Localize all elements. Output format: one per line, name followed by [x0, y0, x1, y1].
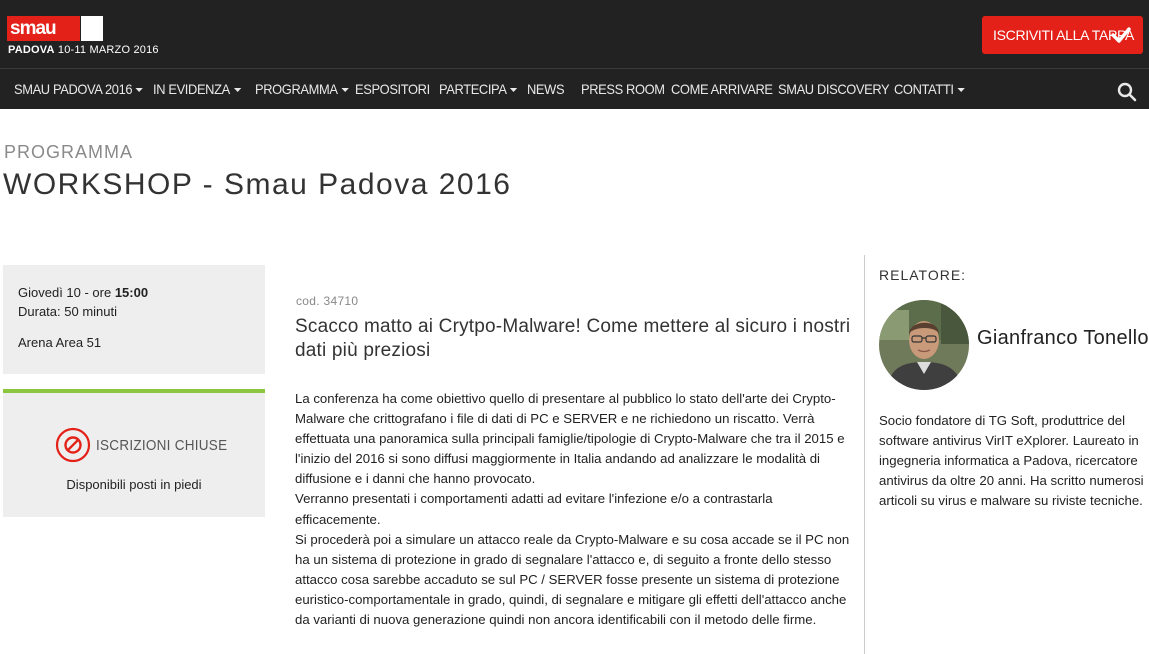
- logo-wordmark: smau: [7, 16, 80, 41]
- chevron-down-icon: [957, 88, 964, 92]
- registration-status-label: ISCRIZIONI CHIUSE: [96, 436, 228, 454]
- main-nav: [0, 68, 1149, 109]
- checkmark-icon: [1111, 26, 1131, 44]
- speaker-photo: [879, 300, 969, 390]
- nav-item-smau-padova-2016[interactable]: [14, 69, 143, 110]
- no-entry-icon: [55, 427, 91, 463]
- nav-item-smau-discovery[interactable]: [778, 69, 889, 110]
- session-datetime: [18, 283, 265, 302]
- search-icon[interactable]: [1117, 82, 1137, 102]
- nav-label: NEWS: [527, 81, 565, 97]
- speaker-bio: Socio fondatore di TG Soft, produttrice del software antivirus VirIT eXplorer. Laureato in ingegneria informatica a Padova, ricercatore antivirus da oltre 20 anni. Ha scritto numerosi articoli su virus e malware su riviste tecniche.: [879, 413, 1144, 509]
- top-bar: [0, 0, 1149, 68]
- session-time: 15:00: [114, 285, 149, 300]
- nav-label: ESPOSITORI: [355, 81, 430, 97]
- nav-label: PROGRAMMA: [255, 81, 338, 97]
- registration-status: [55, 427, 242, 463]
- event-date-range: 10-11 MARZO 2016: [57, 44, 159, 56]
- nav-item-come-arrivare[interactable]: [671, 69, 773, 110]
- nav-label: CONTATTI: [894, 81, 954, 97]
- event-city: PADOVA: [8, 44, 55, 56]
- register-button[interactable]: [982, 16, 1143, 54]
- standing-room-note: Disponibili posti in piedi: [66, 477, 202, 492]
- chevron-down-icon: [510, 88, 517, 92]
- nav-item-press-room[interactable]: [581, 69, 665, 110]
- session-location: Arena Area 51: [18, 335, 102, 350]
- session-day: Giovedì 10 - ore: [18, 285, 115, 300]
- registration-status-box: [3, 389, 265, 517]
- section-kicker: PROGRAMMA: [4, 142, 134, 162]
- speaker-heading: RELATORE:: [879, 267, 967, 283]
- speaker-name[interactable]: Gianfranco Tonello: [977, 327, 1149, 349]
- session-duration: Durata: 50 minuti: [18, 304, 117, 319]
- nav-item-news[interactable]: [527, 69, 564, 110]
- speaker-avatar[interactable]: [879, 300, 969, 390]
- event-dates: [8, 44, 159, 56]
- nav-label: PRESS ROOM: [581, 81, 665, 97]
- nav-label: SMAU DISCOVERY: [778, 81, 890, 97]
- chevron-down-icon: [234, 88, 241, 92]
- talk-description: La conferenza ha come obiettivo quello di presentare al pubblico lo stato dell'arte dei Crypto-Malware che crittografano i file di dati di PC e SERVER e ne richiedono un riscatto. Verrà effettuata una panoramica sulla principali famiglie/tipologie di Crypto-Malware che tra il 2015 e l'inizio del 2016 si sono diffusi maggiormente in Italia andando ad analizzare le modalità di diffusione e i danni che hanno provocato. Verranno presentati i comportamenti adatti ad evitare l'infezione e/o a contrastarla efficacemente. Si procederà poi a simulare un attacco reale da Crypto-Malware e su cosa accade se il PC non ha un sistema di protezione in grado di segnalare l'attacco e, di seguito a fronte dello stesso attacco cosa sarebbe accaduto se sul PC / SERVER fosse presente un sistema di protezione euristico-comportamentale in grado, quindi, di segnalare e mitigare gli effetti dell'attacco anche da varianti di nuova generazione quindi non ancora identificabili con il metodo delle firme.: [295, 391, 850, 628]
- chevron-down-icon: [341, 88, 348, 92]
- chevron-down-icon: [136, 88, 143, 92]
- register-button-label: ISCRIVITI ALLA TAPPA: [993, 27, 1135, 43]
- nav-label: PARTECIPA: [439, 81, 507, 97]
- nav-item-in-evidenza[interactable]: [153, 69, 241, 110]
- talk-title: Scacco matto ai Crytpo-Malware! Come mettere al sicuro i nostri dati più preziosi: [295, 316, 851, 361]
- smau-logo[interactable]: [7, 16, 103, 41]
- session-info-box: [3, 265, 265, 374]
- nav-item-programma[interactable]: [255, 69, 349, 110]
- nav-item-contatti[interactable]: [894, 69, 965, 110]
- nav-item-partecipa[interactable]: [439, 69, 518, 110]
- nav-label: SMAU PADOVA 2016: [14, 81, 133, 97]
- column-divider: [864, 255, 865, 654]
- nav-item-espositori[interactable]: [355, 69, 430, 110]
- nav-label: COME ARRIVARE: [671, 81, 773, 97]
- session-code: cod. 34710: [296, 294, 359, 308]
- nav-label: IN EVIDENZA: [153, 81, 230, 97]
- logo-square: [81, 16, 103, 41]
- page-title: WORKSHOP - Smau Padova 2016: [3, 168, 512, 201]
